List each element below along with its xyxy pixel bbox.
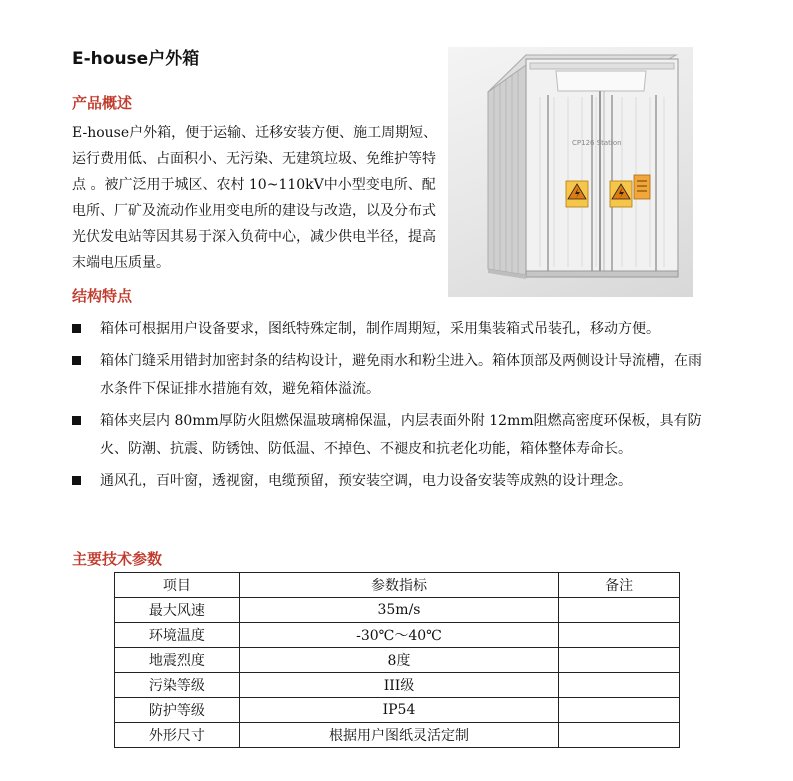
table-cell [559, 698, 680, 723]
table-cell [559, 723, 680, 748]
list-item [72, 347, 712, 403]
table-cell [559, 648, 680, 673]
structure-heading: 结构特点 [72, 287, 133, 305]
table-cell [559, 673, 680, 698]
container-awning [556, 71, 646, 91]
list-item [72, 407, 712, 463]
list-item-text: 通风孔，百叶窗，透视窗，电缆预留，预安装空调，电力设备安装等成熟的设计理念。 [100, 473, 632, 489]
list-item-text: 箱体门缝采用错封加密封条的结构设计，避免雨水和粉尘进入。箱体顶部及两侧设计导流槽，在雨水条件下保证排水措施有效，避免箱体溢流。 [100, 353, 702, 397]
table-cell [559, 598, 680, 623]
table-row [115, 598, 680, 623]
table-cell: III级 [239, 673, 558, 698]
high-voltage-warning-icon [566, 181, 588, 207]
table-cell [559, 623, 680, 648]
table-row [115, 673, 680, 698]
table-cell: 外形尺寸 [115, 723, 240, 748]
table-row [115, 623, 680, 648]
container-base [526, 271, 678, 277]
table-cell: 根据用户图纸灵活定制 [239, 723, 558, 748]
list-item-text: 箱体夹层内 80mm厚防火阻燃保温玻璃棉保温，内层表面外附 12mm阻燃高密度环保板，具有防火、防潮、抗震、防锈蚀、防低温、不掉色、不褪皮和抗老化功能，箱体整体寿命长。 [100, 413, 702, 457]
bullet-square-icon [72, 324, 81, 333]
table-header-row [115, 573, 680, 598]
params-table [114, 572, 680, 748]
list-item-text: 箱体可根据用户设备要求，图纸特殊定制，制作周期短，采用集装箱式吊装孔，移动方便。 [100, 321, 660, 337]
table-header-cell: 参数指标 [239, 573, 558, 598]
container-vent-strip [530, 63, 674, 69]
table-header-cell: 备注 [559, 573, 680, 598]
container-label: CP126 Station [572, 139, 622, 147]
overview-text: E-house户外箱，便于运输、迁移安装方便、施工周期短、运行费用低、占面积小、无污染、无建筑垃圾、免维护等特点 。被广泛用于城区、农村 10~110kV中小型变电所、配电所、厂矿及流动作业用变电所的建设与改造，以及分布式光伏发电站等因其易于深入负荷中心，减少供电半径，提高末端电压质量。 [72, 125, 438, 271]
bullet-square-icon [72, 356, 81, 365]
table-cell: 污染等级 [115, 673, 240, 698]
table-cell: IP54 [239, 698, 558, 723]
feature-list [72, 315, 712, 499]
bullet-square-icon [72, 416, 81, 425]
table-row [115, 698, 680, 723]
overview-heading: 产品概述 [72, 94, 133, 112]
table-cell: 最大风速 [115, 598, 240, 623]
table-cell: 地震烈度 [115, 648, 240, 673]
list-item [72, 467, 712, 495]
page-title: E-house户外箱 [72, 49, 200, 69]
table-cell: 防护等级 [115, 698, 240, 723]
table-cell: 35m/s [239, 598, 558, 623]
warning-sign-icon [634, 175, 650, 199]
high-voltage-warning-icon [610, 181, 632, 207]
e-house-container-illustration [448, 47, 693, 297]
params-heading: 主要技术参数 [72, 550, 163, 568]
table-row [115, 648, 680, 673]
table-cell: 8度 [239, 648, 558, 673]
table-cell: -30℃～40℃ [239, 623, 558, 648]
table-header-cell: 项目 [115, 573, 240, 598]
product-photo [448, 47, 693, 297]
bullet-square-icon [72, 476, 81, 485]
list-item [72, 315, 712, 343]
table-row [115, 723, 680, 748]
table-cell: 环境温度 [115, 623, 240, 648]
